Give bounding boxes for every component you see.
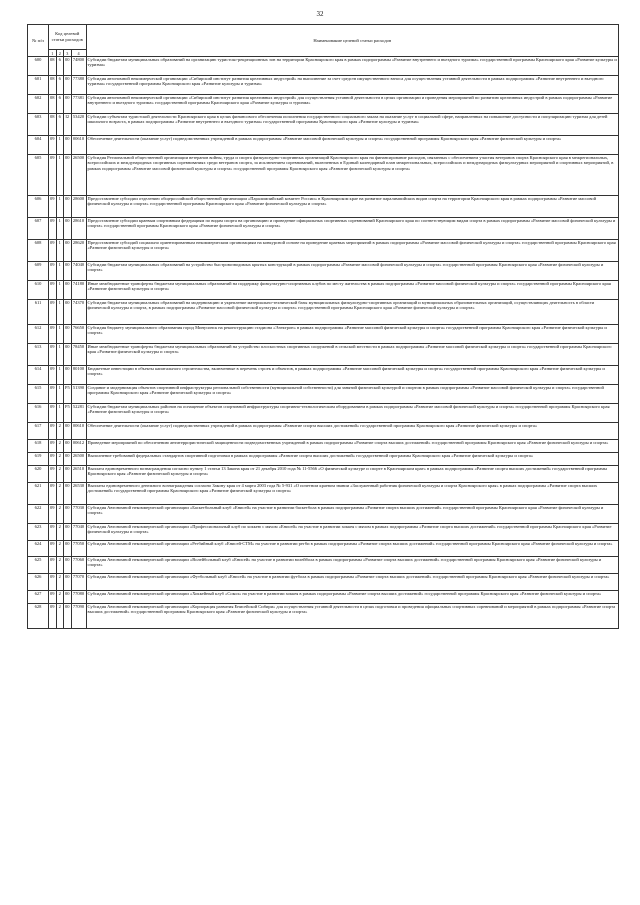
- code-direction: 74180: [71, 281, 86, 300]
- row-description: Субсидии бюджетам муниципальных районов на оснащение объектов спортивной инфраструктуры спортивно-технологическим оборудованием в рамках подпрограммы «Развитие массовой физической культуры и спорта» государственной программы Красноярского края «Развитие физической культуры и спорта»: [86, 404, 619, 423]
- code-program: 09: [49, 541, 57, 557]
- code-subprogram: 6: [56, 57, 64, 76]
- code-group: 00: [64, 466, 72, 483]
- row-description: Субсидии субъектам туристской деятельности Красноярского края в целях финансового обеспечения исполнения государственного социального заказа на оказание услуг в социальной сфере, направленных на повышение доступности и популяризацию туризма для детей школьного возраста, в рамках подпрограммы «Развитие внутреннего и въездного туризма» государственной программы Красноярского края «Развитие культуры и туризма»: [86, 114, 619, 136]
- column-header-number: № п/п: [28, 25, 49, 57]
- code-program: 08: [49, 114, 57, 136]
- code-subprogram: 2: [56, 466, 64, 483]
- code-direction: 77030: [71, 505, 86, 524]
- row-description: Субсидии бюджетам муниципальных образований на модернизацию и укрепление материально-технической базы муниципальных физкультурно-спортивных организаций и муниципальных образовательных организаций, осуществляющих деятельность в области физической культуры и спорта, в рамках подпрограммы «Развитие массовой физической культуры и спорта» государственной программы Красноярского края «Развитие физической культуры и спорта»: [86, 300, 619, 325]
- code-group: 00: [64, 262, 72, 281]
- row-description: Субсидия Автономной некоммерческой организации «Баскетбольный клуб «Енисей» на участие в развитии баскетбола в рамках подпрограммы «Развитие спорта высших достижений» государственной программы Красноярского края «Развитие физической культуры и спорта»: [86, 505, 619, 524]
- row-number: 605: [28, 155, 49, 196]
- code-direction: 77090: [71, 604, 86, 629]
- code-subprogram: 1: [56, 240, 64, 262]
- code-direction: 77070: [71, 574, 86, 591]
- row-description: Субсидия бюджету муниципального образования город Минусинск на реконструкцию стадиона «Электрон» в рамках подпрограммы «Развитие массовой физической культуры и спорта» государственной программы Красноярского края «Развитие физической культуры и спорта»: [86, 325, 619, 344]
- code-subprogram: 2: [56, 453, 64, 466]
- table-row: [28, 505, 619, 524]
- code-group: 00: [64, 95, 72, 114]
- code-subprogram: 2: [56, 591, 64, 604]
- code-group: 00: [64, 440, 72, 453]
- code-subprogram: 6: [56, 95, 64, 114]
- code-program: 08: [49, 76, 57, 95]
- code-group: 00: [64, 76, 72, 95]
- row-number: 616: [28, 404, 49, 423]
- code-subprogram: 2: [56, 505, 64, 524]
- column-header-code: Код целевой статьи расходов: [49, 25, 87, 50]
- code-subprogram: 1: [56, 366, 64, 385]
- code-subprogram: 2: [56, 440, 64, 453]
- row-description: Субсидии бюджетам муниципальных образований на организацию туристско-рекреационных зон на территории Красноярского края в рамках подпрограммы «Развитие внутреннего и въездного туризма» государственной программы Красноярского края «Развитие культуры и туризма»: [86, 57, 619, 76]
- code-direction: 76650: [71, 325, 86, 344]
- row-description: Иные межбюджетные трансферты бюджетам муниципальных образований на устройство плоскостных спортивных сооружений в сельской местности в рамках подпрограммы «Развитие массовой физической культуры и спорта» государственной программы Красноярского края «Развитие физической культуры и спорта»: [86, 344, 619, 366]
- code-program: 09: [49, 505, 57, 524]
- code-direction: 00612: [71, 440, 86, 453]
- row-number: 604: [28, 136, 49, 155]
- code-program: 09: [49, 404, 57, 423]
- code-program: 09: [49, 604, 57, 629]
- code-group: 00: [64, 604, 72, 629]
- code-group: 00: [64, 344, 72, 366]
- code-group: 00: [64, 524, 72, 541]
- row-number: 627: [28, 591, 49, 604]
- code-program: 08: [49, 57, 57, 76]
- code-direction: 74800: [71, 57, 86, 76]
- row-number: 620: [28, 466, 49, 483]
- row-number: 603: [28, 114, 49, 136]
- row-number: 606: [28, 196, 49, 218]
- code-program: 09: [49, 483, 57, 505]
- code-group: 00: [64, 218, 72, 240]
- row-number: 601: [28, 76, 49, 95]
- code-subprogram: 1: [56, 404, 64, 423]
- code-subprogram: 1: [56, 344, 64, 366]
- table-row: [28, 591, 619, 604]
- row-number: 612: [28, 325, 49, 344]
- code-group: 00: [64, 453, 72, 466]
- row-number: 610: [28, 281, 49, 300]
- code-direction: 28620: [71, 240, 86, 262]
- code-subprogram: 1: [56, 196, 64, 218]
- code-direction: 77080: [71, 591, 86, 604]
- code-direction: 26500: [71, 453, 86, 466]
- code-direction: 26500: [71, 155, 86, 196]
- code-direction: 77380: [71, 76, 86, 95]
- code-direction: 51390: [71, 385, 86, 404]
- table-row: [28, 541, 619, 557]
- code-subprogram: 1: [56, 281, 64, 300]
- row-description: Выполнение требований федеральных стандартов спортивной подготовки в рамках подпрограммы «Развитие спорта высших достижений» государственной программы Красноярского края «Развитие физической культуры и спорта»: [86, 453, 619, 466]
- code-group: 00: [64, 574, 72, 591]
- table-row: [28, 325, 619, 344]
- code-group: 00: [64, 366, 72, 385]
- code-program: 09: [49, 155, 57, 196]
- code-subprogram: 6: [56, 76, 64, 95]
- row-description: Субсидия автономной некоммерческой организации «Сибирский институт развития креативных индустрий» для осуществления уставной деятельности в целях организации и проведения мероприятий по развитию креативных индустрий в рамках подпрограммы «Развитие внутреннего и въездного туризма» государственной программы Красноярского края «Развитие культуры и туризма»: [86, 95, 619, 114]
- code-program: 09: [49, 524, 57, 541]
- row-number: 626: [28, 574, 49, 591]
- code-direction: 00610: [71, 136, 86, 155]
- code-group: 00: [64, 423, 72, 440]
- row-number: 622: [28, 505, 49, 524]
- table-row: [28, 155, 619, 196]
- code-direction: 26530: [71, 483, 86, 505]
- code-direction: 53420: [71, 114, 86, 136]
- row-number: 624: [28, 541, 49, 557]
- row-number: 611: [28, 300, 49, 325]
- row-description: Предоставление субсидии отделению общероссийской общественной организации «Паралимпийский комитет России» в Красноярском крае на развитие паралимпийских видов спорта на территории Красноярского края в рамках подпрограммы «Развитие массовой физической культуры и спорта» государственной программы Красноярского края «Развитие физической культуры и спорта»: [86, 196, 619, 218]
- code-program: 09: [49, 136, 57, 155]
- table-row: [28, 300, 619, 325]
- row-description: Иные межбюджетные трансферты бюджетам муниципальных образований на поддержку физкультурно-спортивных клубов по месту жительства в рамках подпрограммы «Развитие массовой физической культуры и спорта» государственной программы Красноярского края «Развитие физической культуры и спорта»: [86, 281, 619, 300]
- table-row: [28, 385, 619, 404]
- code-group: P5: [64, 404, 72, 423]
- code-program: 09: [49, 196, 57, 218]
- code-group: 00: [64, 281, 72, 300]
- table-row: [28, 95, 619, 114]
- table-row: [28, 440, 619, 453]
- row-number: 609: [28, 262, 49, 281]
- table-row: [28, 57, 619, 76]
- table-row: [28, 453, 619, 466]
- code-program: 09: [49, 366, 57, 385]
- table-row: [28, 366, 619, 385]
- code-program: 09: [49, 325, 57, 344]
- row-description: Субсидия Автономной некоммерческой организации «Корпорация развития Енисейской Сибири» для осуществления уставной деятельности в целях подготовки и проведения официальных спортивных соревнований и мероприятий в рамках подпрограммы «Развитие спорта высших достижений» государственной программы Красноярского края «Развитие физической культуры и спорта»: [86, 604, 619, 629]
- table-row: [28, 281, 619, 300]
- table-row: [28, 262, 619, 281]
- code-group: 00: [64, 300, 72, 325]
- row-description: Субсидия Автономной некоммерческой организации «Футбольный клуб «Енисей» на участие в развитии футбола в рамках подпрограммы «Развитие спорта высших достижений» государственной программы Красноярского края «Развитие физической культуры и спорта»: [86, 574, 619, 591]
- table-row: [28, 483, 619, 505]
- code-subprogram: 2: [56, 541, 64, 557]
- row-description: Проведение мероприятий по обеспечению антитеррористической защищенности подведомственных учреждений в рамках подпрограммы «Развитие спорта высших достижений» государственной программы Красноярского края «Развитие физической культуры и спорта»: [86, 440, 619, 453]
- code-direction: 00610: [71, 423, 86, 440]
- row-description: Субсидия Автономной некоммерческой организации «Профессиональный клуб по хоккею с мячом «Енисей» на участие в развитии хоккея с мячом в рамках подпрограммы «Развитие спорта высших достижений» государственной программы Красноярского края «Развитие физической культуры и спорта»: [86, 524, 619, 541]
- code-direction: 77060: [71, 557, 86, 574]
- code-subprogram: 1: [56, 262, 64, 281]
- table-row: [28, 524, 619, 541]
- code-subprogram: 1: [56, 136, 64, 155]
- row-description: Создание и модернизация объектов спортивной инфраструктуры региональной собственности (муниципальной собственности) для занятий физической культурой и спортом в рамках подпрограммы «Развитие массовой физической культуры и спорта» государственной программы Красноярского края «Развитие физической культуры и спорта»: [86, 385, 619, 404]
- code-direction: 77040: [71, 524, 86, 541]
- table-row: [28, 557, 619, 574]
- row-number: 608: [28, 240, 49, 262]
- row-number: 621: [28, 483, 49, 505]
- row-number: 618: [28, 440, 49, 453]
- code-program: 09: [49, 240, 57, 262]
- code-subprogram: 2: [56, 574, 64, 591]
- row-description: Бюджетные инвестиции в объекты капитального строительства, включенные в перечень строек и объектов, в рамках подпрограммы «Развитие массовой физической культуры и спорта» государственной программы Красноярского края «Развитие физической культуры и спорта»: [86, 366, 619, 385]
- code-group: P5: [64, 385, 72, 404]
- code-direction: 77381: [71, 95, 86, 114]
- code-group: 00: [64, 557, 72, 574]
- code-group: 00: [64, 505, 72, 524]
- row-number: 615: [28, 385, 49, 404]
- code-program: 09: [49, 262, 57, 281]
- table-row: [28, 404, 619, 423]
- table-row: [28, 240, 619, 262]
- row-description: Субсидии бюджетам муниципальных образований на устройство быстровозводимых крытых конструкций в рамках подпрограммы «Развитие массовой физической культуры и спорта» государственной программы Красноярского края «Развитие физической культуры и спорта»: [86, 262, 619, 281]
- row-number: 623: [28, 524, 49, 541]
- table-body: [28, 57, 619, 629]
- code-group: 00: [64, 196, 72, 218]
- code-direction: 28600: [71, 196, 86, 218]
- code-subprogram: 1: [56, 325, 64, 344]
- code-subprogram: 2: [56, 483, 64, 505]
- code-program: 09: [49, 218, 57, 240]
- code-subprogram: 6: [56, 114, 64, 136]
- row-number: 628: [28, 604, 49, 629]
- column-index: 3: [64, 50, 72, 57]
- code-program: 08: [49, 95, 57, 114]
- code-program: 09: [49, 300, 57, 325]
- code-program: 09: [49, 385, 57, 404]
- code-subprogram: 2: [56, 524, 64, 541]
- column-index: 1: [49, 50, 57, 57]
- code-direction: 77050: [71, 541, 86, 557]
- column-index: 2: [56, 50, 64, 57]
- table-row: [28, 136, 619, 155]
- code-subprogram: 1: [56, 218, 64, 240]
- row-number: 625: [28, 557, 49, 574]
- code-group: 00: [64, 541, 72, 557]
- code-subprogram: 2: [56, 604, 64, 629]
- code-direction: 28610: [71, 218, 86, 240]
- code-direction: 26510: [71, 466, 86, 483]
- table-row: [28, 423, 619, 440]
- table-row: [28, 574, 619, 591]
- row-number: 607: [28, 218, 49, 240]
- code-group: 00: [64, 483, 72, 505]
- row-description: Субсидия Региональной общественной организации ветеранов войны, труда и спорта физкультурно-спортивных организаций Красноярского края на финансирование расходов, связанных с обеспечением участия ветеранов спорта Красноярского края в межрегиональных, всероссийских и международных спортивных соревнованиях среди ветеранов спорта, за исключением соревнований, включенных в Единый календарный план межрегиональных, всероссийских и международных физкультурных мероприятий и спортивных мероприятий, в рамках подпрограммы «Развитие массовой физической культуры и спорта» государственной программы Красноярского края «Развитие физической культуры и спорта»: [86, 155, 619, 196]
- column-header-name: Наименование целевой статьи расходов: [86, 25, 619, 57]
- code-program: 09: [49, 423, 57, 440]
- row-number: 619: [28, 453, 49, 466]
- row-description: Субсидия Автономной некоммерческой организации «Хоккейный клуб «Сокол» на участие в развитии хоккея в рамках подпрограммы «Развитие спорта высших достижений» государственной программы Красноярского края «Развитие физической культуры и спорта»: [86, 591, 619, 604]
- code-group: 00: [64, 591, 72, 604]
- code-program: 09: [49, 440, 57, 453]
- code-subprogram: 1: [56, 300, 64, 325]
- code-program: 09: [49, 557, 57, 574]
- row-number: 617: [28, 423, 49, 440]
- table-row: [28, 604, 619, 629]
- row-description: Выплата единовременного вознаграждения согласно пункту 1 статьи 13 Закона края от 21 декабря 2010 года № 11-5566 «О физической культуре и спорте в Красноярском крае» в рамках подпрограммы «Развитие спорта высших достижений» государственной программы Красноярского края «Развитие физической культуры и спорта»: [86, 466, 619, 483]
- code-group: 00: [64, 57, 72, 76]
- row-number: 602: [28, 95, 49, 114]
- row-description: Субсидия Автономной некоммерческой организации «Волейбольный клуб «Енисей» на участие в развитии волейбола в рамках подпрограммы «Развитие спорта высших достижений» государственной программы Красноярского края «Развитие физической культуры и спорта»: [86, 557, 619, 574]
- row-number: 613: [28, 344, 49, 366]
- code-direction: 78450: [71, 344, 86, 366]
- row-number: 614: [28, 366, 49, 385]
- table-row: [28, 114, 619, 136]
- row-description: Предоставление субсидии краевым спортивным федерациям по видам спорта на организацию и проведение официальных спортивных соревнований Красноярского края по соответствующим видам спорта в рамках подпрограммы «Развитие массовой физической культуры и спорта» государственной программы Красноярского края «Развитие физической культуры и спорта»: [86, 218, 619, 240]
- budget-classification-table: [27, 24, 619, 629]
- table-row: [28, 466, 619, 483]
- row-description: Субсидия Автономной некоммерческой организации «Регбийный клуб «Енисей-СТМ» на участие в развитии регби в рамках подпрограммы «Развитие спорта высших достижений» государственной программы Красноярского края «Развитие физической культуры и спорта»: [86, 541, 619, 557]
- row-description: Выплаты единовременного денежного вознаграждения согласно Закону края от 4 марта 2003 года № 5-931 «О почетном краевом звании «Заслуженный работник физической культуры и спорта Красноярского края» в рамках подпрограммы «Развитие спорта высших достижений» государственной программы Красноярского края «Развитие физической культуры и спорта»: [86, 483, 619, 505]
- code-program: 09: [49, 453, 57, 466]
- row-description: Обеспечение деятельности (оказание услуг) подведомственных учреждений в рамках подпрограммы «Развитие спорта высших достижений» государственной программы Красноярского края «Развитие физической культуры и спорта»: [86, 423, 619, 440]
- code-program: 09: [49, 574, 57, 591]
- page-number: 32: [316, 10, 324, 18]
- table-row: [28, 344, 619, 366]
- row-description: Предоставление субсидий социально ориентированным некоммерческим организациям на конкурсной основе на проведение краевых мероприятий в рамках подпрограммы «Развитие массовой физической культуры и спорта» государственной программы Красноярского края «Развитие физической культуры и спорта»: [86, 240, 619, 262]
- code-direction: 80100: [71, 366, 86, 385]
- row-number: 600: [28, 57, 49, 76]
- code-group: 00: [64, 155, 72, 196]
- table-row: [28, 76, 619, 95]
- code-group: 00: [64, 325, 72, 344]
- code-program: 09: [49, 281, 57, 300]
- code-group: 00: [64, 240, 72, 262]
- code-direction: 52281: [71, 404, 86, 423]
- code-subprogram: 1: [56, 385, 64, 404]
- code-group: 00: [64, 136, 72, 155]
- table-row: [28, 196, 619, 218]
- code-program: 09: [49, 344, 57, 366]
- column-index: 4: [71, 50, 86, 57]
- code-subprogram: 1: [56, 155, 64, 196]
- row-description: Субсидия автономной некоммерческой организации «Сибирский институт развития креативных индустрий» на выполнение за счет средств имущественного взноса для осуществления уставной деятельности в рамках подпрограммы «Развитие внутреннего и въездного туризма» государственной программы Красноярского края «Развитие культуры и туризма»: [86, 76, 619, 95]
- code-subprogram: 2: [56, 557, 64, 574]
- row-description: Обеспечение деятельности (оказание услуг) подведомственных учреждений в рамках подпрограммы «Развитие массовой физической культуры и спорта» государственной программы Красноярского края «Развитие физической культуры и спорта»: [86, 136, 619, 155]
- code-program: 09: [49, 591, 57, 604]
- code-subprogram: 2: [56, 423, 64, 440]
- table-row: [28, 218, 619, 240]
- code-program: 09: [49, 466, 57, 483]
- code-direction: 74370: [71, 300, 86, 325]
- code-direction: 74040: [71, 262, 86, 281]
- code-group: I2: [64, 114, 72, 136]
